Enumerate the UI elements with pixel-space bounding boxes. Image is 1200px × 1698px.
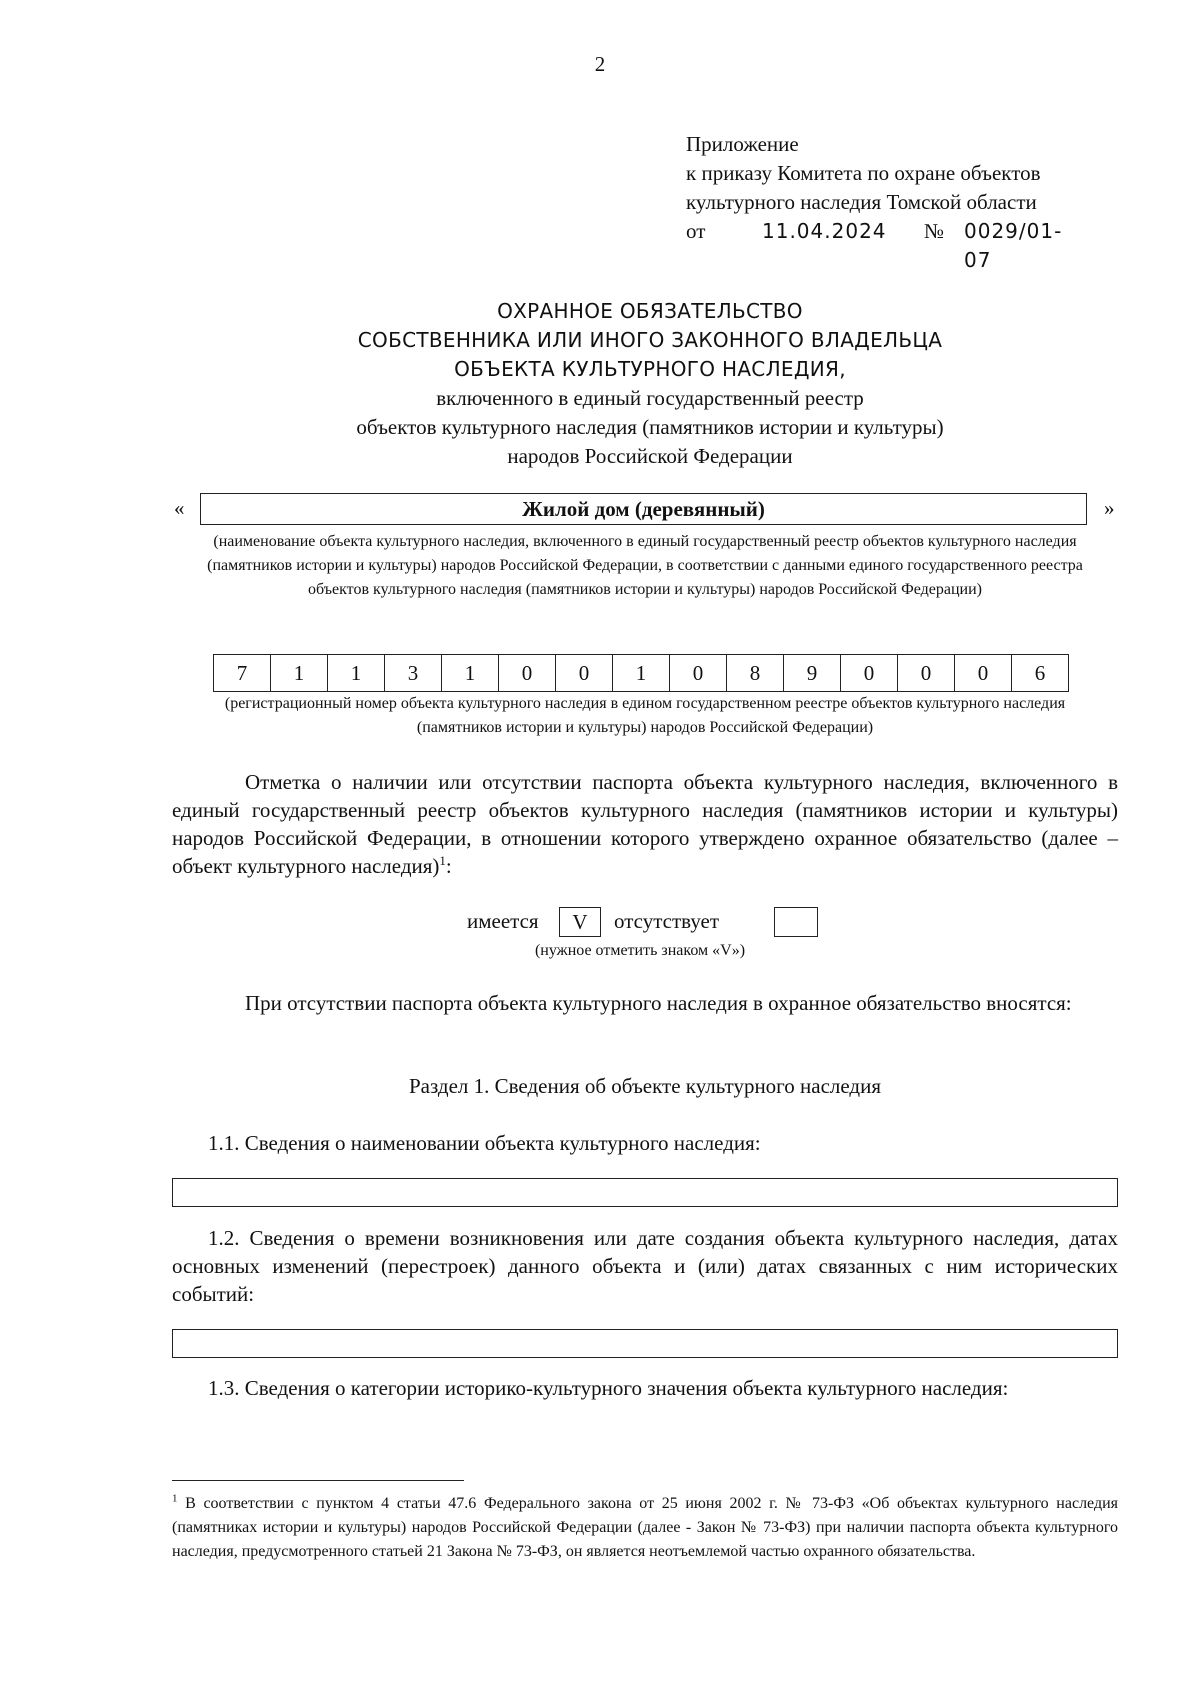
quote-close: »	[1104, 496, 1115, 520]
object-name-field[interactable]: Жилой дом (деревянный)	[200, 493, 1087, 525]
object-name-caption: (наименование объекта культурного наследия, включенного в единый государственный реестр объектов культурного наследия (памятников истории и культуры) народов Российской Федерации, в соответствии с данными единого государственного реестра объектов культурного наследия (памятников истории и культуры) народов Российской Федерации)	[207, 533, 1083, 598]
reg-digit-cell[interactable]: 1	[613, 655, 670, 692]
passport-paragraph	[172, 768, 1118, 880]
reg-digit-cell[interactable]: 1	[328, 655, 385, 692]
registration-caption: (регистрационный номер объекта культурного наследия в едином государственном реестре объектов культурного наследия (памятников истории и культуры) народов Российской Федерации)	[224, 695, 1066, 736]
appendix-block	[686, 130, 1063, 272]
passport-text-end: :	[445, 854, 452, 878]
footnote-ref[interactable]: 1	[439, 853, 446, 868]
item-1-2-field[interactable]	[172, 1329, 1118, 1358]
appendix-line: к приказу Комитета по охране объектов	[686, 161, 1041, 185]
reg-digit-cell[interactable]: 0	[499, 655, 556, 692]
reg-digit-cell[interactable]: 1	[271, 655, 328, 692]
passport-absent-label: отсутствует	[614, 909, 720, 933]
number-sign: №	[924, 219, 945, 243]
order-number: 0029/01-07	[964, 219, 1063, 272]
document-title	[0, 297, 1200, 471]
reg-digit-cell[interactable]: 1	[442, 655, 499, 692]
title-line: объектов культурного наследия (памятников истории и культуры)	[356, 415, 944, 439]
reg-digit-cell[interactable]: 0	[556, 655, 613, 692]
appendix-line: культурного наследия Томской области	[686, 190, 1037, 214]
item-1-1-field[interactable]	[172, 1178, 1118, 1207]
reg-digit-cell[interactable]: 0	[841, 655, 898, 692]
passport-checkbox-row	[0, 907, 1200, 939]
item-1-2-heading: 1.2. Сведения о времени возникновения или дате создания объекта культурного наследия, датах основных изменений (перестроек) данного объекта и (или) датах связанных с ним исторических событий:	[172, 1226, 1118, 1306]
item-1-3-heading: 1.3. Сведения о категории историко-культурного значения объекта культурного наследия:	[208, 1376, 1009, 1400]
absence-paragraph: При отсутствии паспорта объекта культурного наследия в охранное обязательство вносятся:	[245, 991, 1072, 1015]
order-date: 11.04.2024	[762, 219, 887, 243]
passport-text: Отметка о наличии или отсутствии паспорта объекта культурного наследия, включенного в единый государственный реестр объектов культурного наследия (памятников истории и культуры) народов Российской Федерации, в отношении которого утверждено охранное обязательство (далее – объект культурного наследия)	[172, 770, 1118, 878]
title-line: ОБЪЕКТА КУЛЬТУРНОГО НАСЛЕДИЯ,	[454, 357, 846, 381]
section-1-title: Раздел 1. Сведения об объекте культурного наследия	[408, 1074, 882, 1098]
title-line: СОБСТВЕННИКА ИЛИ ИНОГО ЗАКОННОГО ВЛАДЕЛЬЦА	[357, 328, 943, 352]
mark-hint: (нужное отметить знаком «V»)	[534, 942, 746, 959]
reg-digit-cell[interactable]: 7	[214, 655, 271, 692]
passport-present-label: имеется	[467, 909, 539, 933]
reg-digit-cell[interactable]: 3	[385, 655, 442, 692]
reg-digit-cell[interactable]: 8	[727, 655, 784, 692]
title-line: народов Российской Федерации	[507, 444, 793, 468]
passport-absent-checkbox[interactable]	[774, 907, 818, 937]
footnote	[172, 1492, 1118, 1564]
reg-digit-cell[interactable]: 9	[784, 655, 841, 692]
page-number: 2	[594, 52, 606, 76]
registration-number-grid	[213, 654, 1069, 692]
quote-open: «	[174, 496, 185, 520]
appendix-date-line	[686, 217, 1063, 272]
item-1-1-heading: 1.1. Сведения о наименовании объекта культурного наследия:	[208, 1131, 761, 1155]
footnote-divider	[172, 1480, 464, 1481]
appendix-line: Приложение	[686, 132, 799, 156]
reg-digit-cell[interactable]: 0	[955, 655, 1012, 692]
title-line: ОХРАННОЕ ОБЯЗАТЕЛЬСТВО	[497, 299, 803, 323]
date-prefix: от	[686, 219, 706, 243]
footnote-marker: 1	[172, 1492, 178, 1505]
reg-digit-cell[interactable]: 0	[670, 655, 727, 692]
footnote-text: В соответствии с пунктом 4 статьи 47.6 Федерального закона от 25 июня 2002 г. № 73-ФЗ «Об объектах культурного наследия (памятниках истории и культуры) народов Российской Федерации (далее - Закон № 73-ФЗ) при наличии паспорта объекта культурного наследия, предусмотренного статьей 21 Закона № 73-ФЗ, он является неотъемлемой частью охранного обязательства.	[172, 1495, 1118, 1560]
reg-digit-cell[interactable]: 6	[1012, 655, 1069, 692]
title-line: включенного в единый государственный реестр	[436, 386, 864, 410]
object-name-row	[0, 493, 1200, 527]
reg-digit-cell[interactable]: 0	[898, 655, 955, 692]
passport-present-checkbox[interactable]: V	[559, 907, 601, 937]
